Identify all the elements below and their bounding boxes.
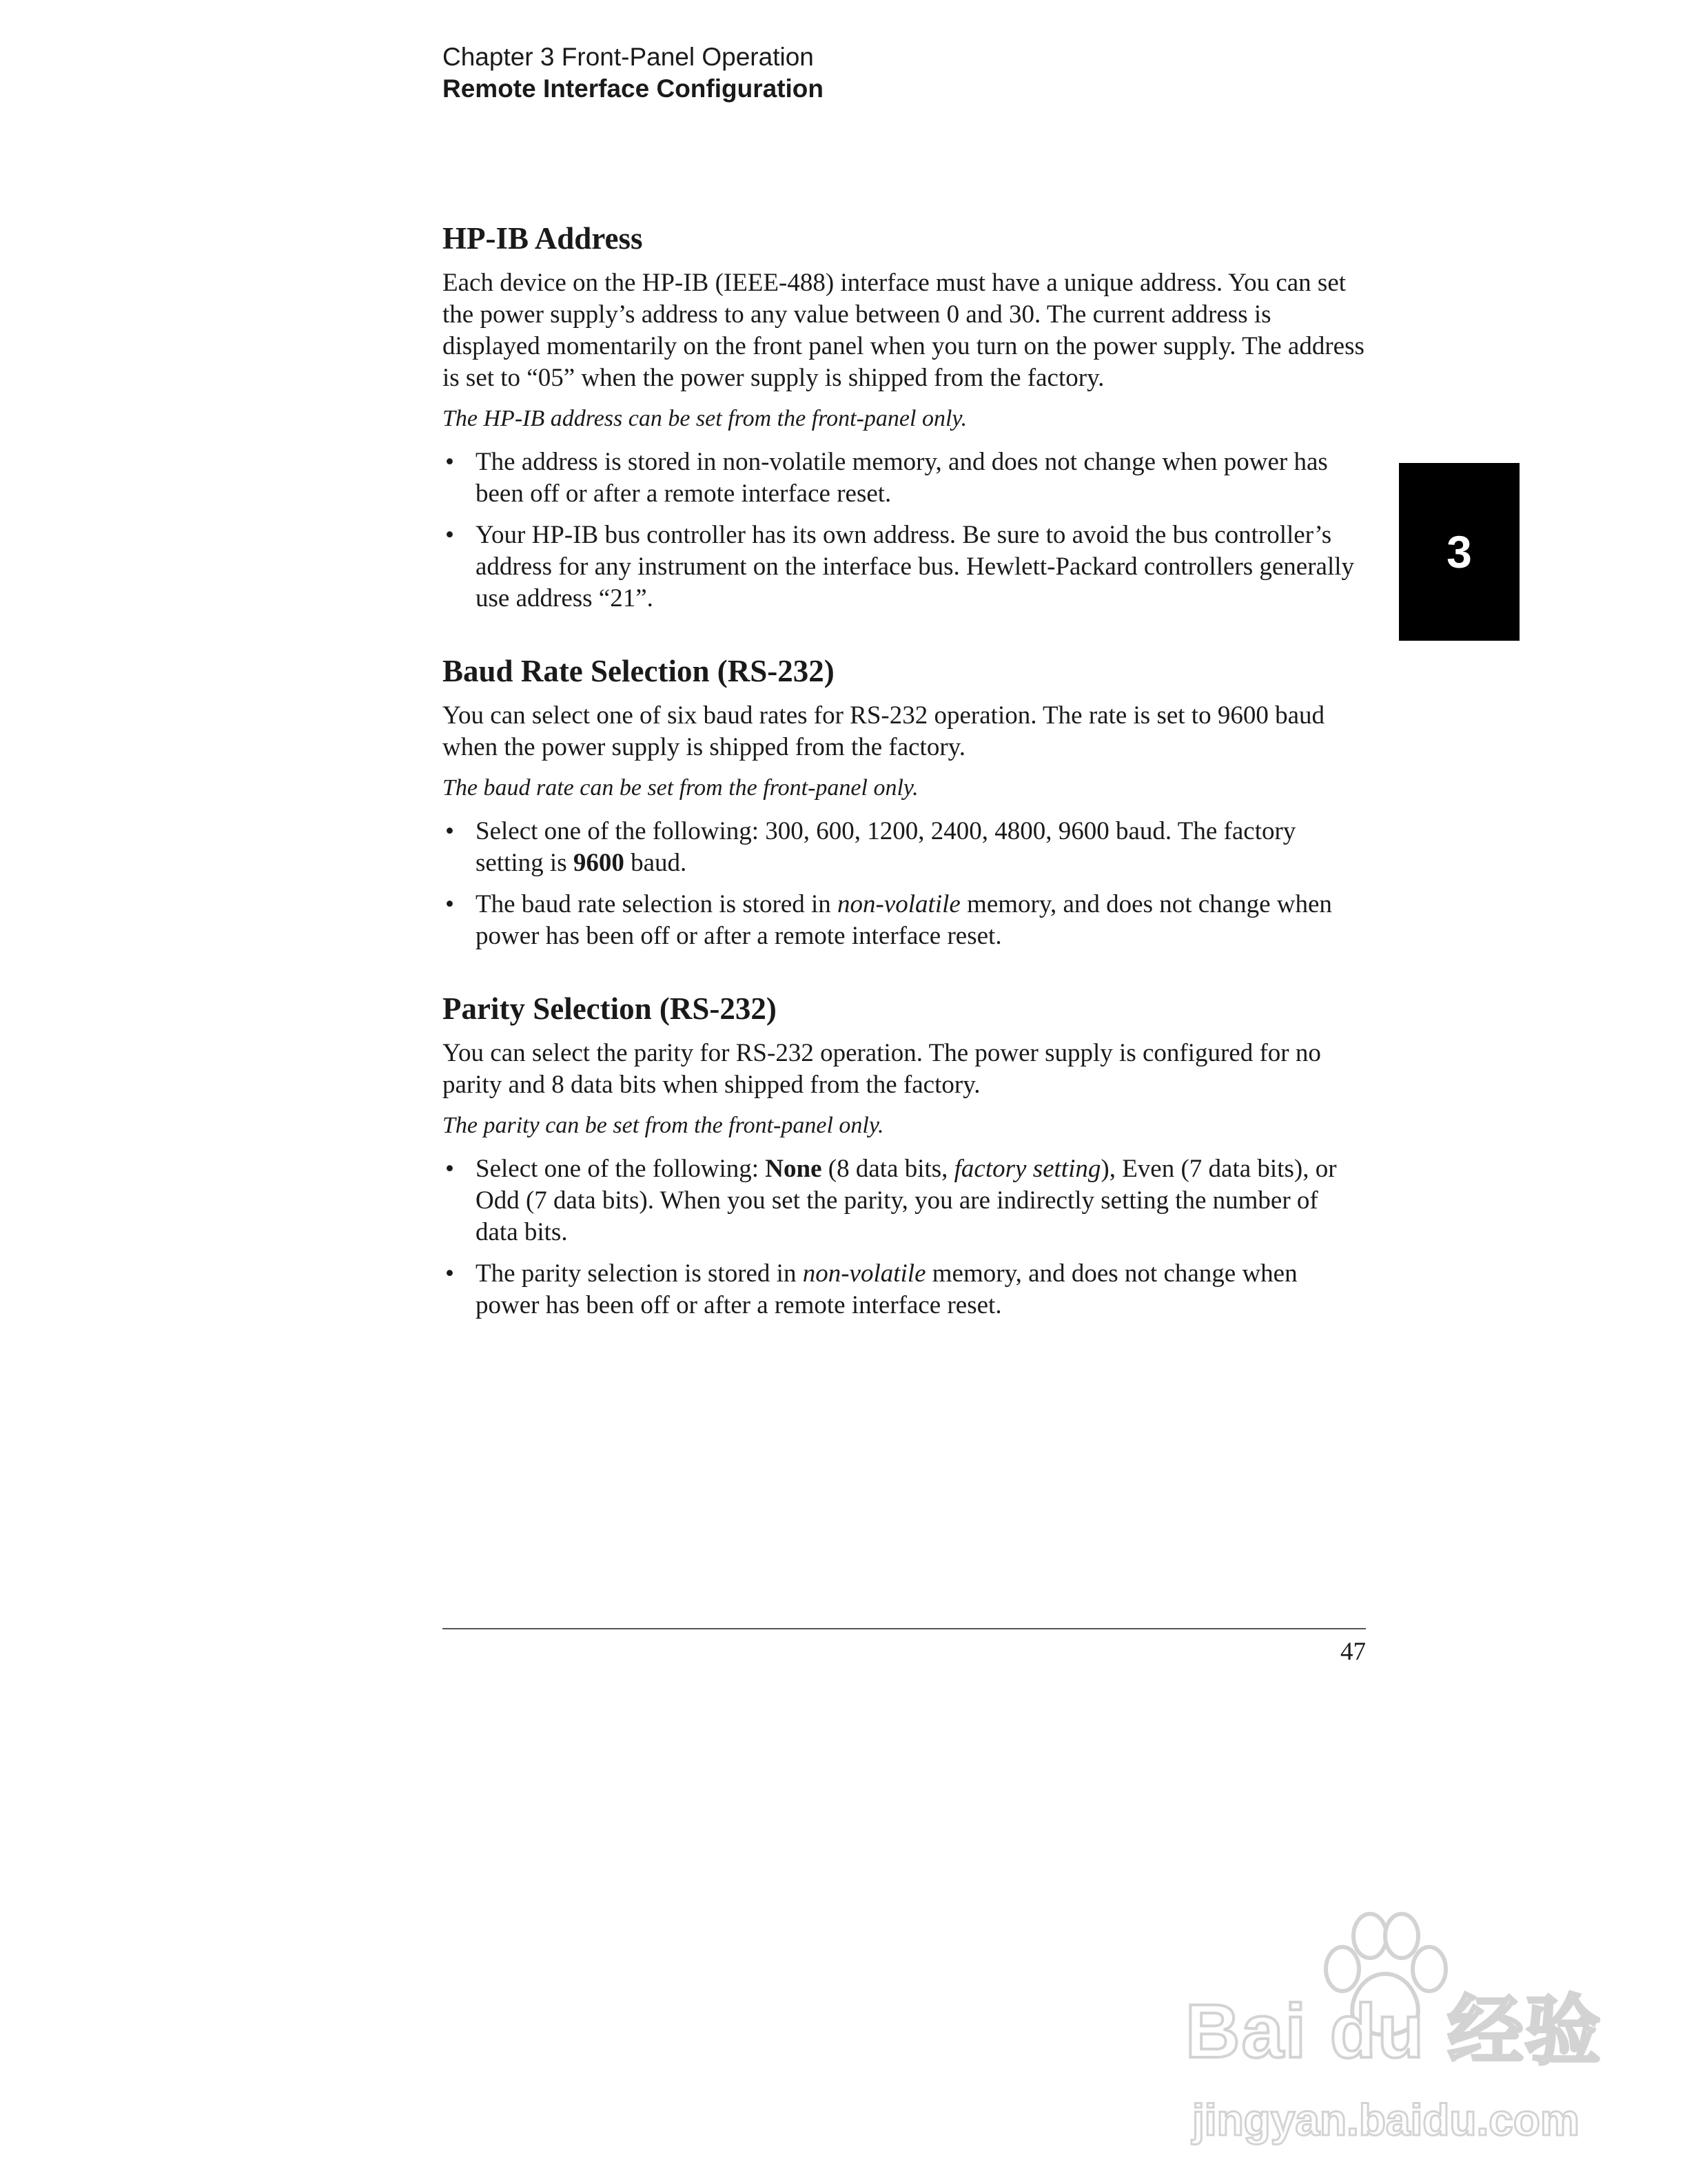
bullet-icon: •: [445, 1155, 454, 1183]
bullet-text-part: (8 data bits,: [821, 1155, 954, 1183]
bullet-text: [476, 890, 1332, 950]
page-number: 47: [1340, 1638, 1366, 1666]
bullet-text-part: The baud rate selection is stored in: [476, 890, 838, 918]
list-item: [442, 446, 1366, 510]
list-item: [442, 889, 1366, 952]
section-title: Remote Interface Configuration: [442, 74, 824, 103]
list-item: [442, 1153, 1366, 1248]
parity-none-option: None: [765, 1155, 822, 1183]
emphasis-text: non-volatile: [802, 1259, 926, 1288]
page-content: [442, 219, 1366, 1359]
chapter-tab-label: 3: [1446, 526, 1472, 577]
chapter-tab-marker: [1399, 463, 1520, 641]
baidu-watermark: [1185, 1908, 1602, 2184]
bullet-icon: •: [445, 521, 454, 549]
watermark-brand: Bai du 经验: [1185, 1989, 1602, 2074]
bullet-text: The address is stored in non-volatile memory, and does not change when power has been off or after a remote interface reset.: [476, 448, 1328, 508]
bullet-icon: •: [445, 817, 454, 845]
bullet-text: [476, 1259, 1298, 1319]
watermark-url: jingyan.baidu.com: [1192, 2095, 1579, 2145]
baud-rate-paragraph: You can select one of six baud rates for RS-232 operation. The rate is set to 9600 baud when the power supply is shipped from the factory.: [442, 701, 1325, 761]
hpib-address-heading: HP-IB Address: [442, 221, 643, 256]
list-item: [442, 816, 1366, 879]
list-item: [442, 1258, 1366, 1321]
bullet-icon: •: [445, 1259, 454, 1288]
footer-divider: [442, 1628, 1366, 1629]
bullet-text-part: ), Even (7 data bits), or Odd (7 data bits). When you set the parity, you are indirectly setting the number of data bits.: [476, 1155, 1337, 1246]
bullet-text-part: Select one of the following:: [476, 1155, 766, 1183]
hpib-address-bullets: [442, 446, 1366, 615]
bullet-text-part: baud.: [624, 849, 687, 877]
parity-note: The parity can be set from the front-panel only.: [442, 1113, 884, 1138]
list-item: [442, 519, 1366, 615]
bullet-icon: •: [445, 448, 454, 476]
factory-baud-value: 9600: [573, 849, 624, 877]
hpib-address-note: The HP-IB address can be set from the front-panel only.: [442, 406, 968, 431]
baud-rate-bullets: [442, 816, 1366, 952]
parity-section: [442, 989, 1366, 1321]
parity-paragraph: You can select the parity for RS-232 operation. The power supply is configured for no parity and 8 data bits when shipped from the factory.: [442, 1039, 1321, 1099]
bullet-text-part: memory, and does not change when power has been off or after a remote interface reset.: [476, 890, 1332, 950]
bullet-text: Your HP-IB bus controller has its own address. Be sure to avoid the bus controller’s address for any instrument on the interface bus. Hewlett-Packard controllers generally use address “21”.: [476, 521, 1355, 612]
hpib-address-section: [442, 219, 1366, 615]
parity-heading: Parity Selection (RS-232): [442, 991, 777, 1026]
bullet-text: [476, 1155, 1337, 1246]
bullet-text-part: The parity selection is stored in: [476, 1259, 803, 1288]
emphasis-text: factory setting: [954, 1155, 1101, 1183]
bullet-text: [476, 817, 1296, 877]
bullet-text-part: Select one of the following: 300, 600, 1200, 2400, 4800, 9600 baud. The factory setting is: [476, 817, 1296, 877]
hpib-address-paragraph: Each device on the HP-IB (IEEE-488) interface must have a unique address. You can set the power supply’s address to any value between 0 and 30. The current address is displayed momentarily on the front panel when you turn on the power supply. The address is set to “05” when the power supply is shipped from the factory.: [442, 269, 1364, 392]
baud-rate-section: [442, 652, 1366, 952]
bullet-icon: •: [445, 890, 454, 918]
baud-rate-note: The baud rate can be set from the front-panel only.: [442, 775, 919, 801]
bullet-text-part: memory, and does not change when power has been off or after a remote interface reset.: [476, 1259, 1298, 1319]
running-header: [442, 41, 824, 105]
baud-rate-heading: Baud Rate Selection (RS-232): [442, 654, 835, 688]
emphasis-text: non-volatile: [837, 890, 961, 918]
parity-bullets: [442, 1153, 1366, 1321]
chapter-title: Chapter 3 Front-Panel Operation: [442, 43, 814, 71]
